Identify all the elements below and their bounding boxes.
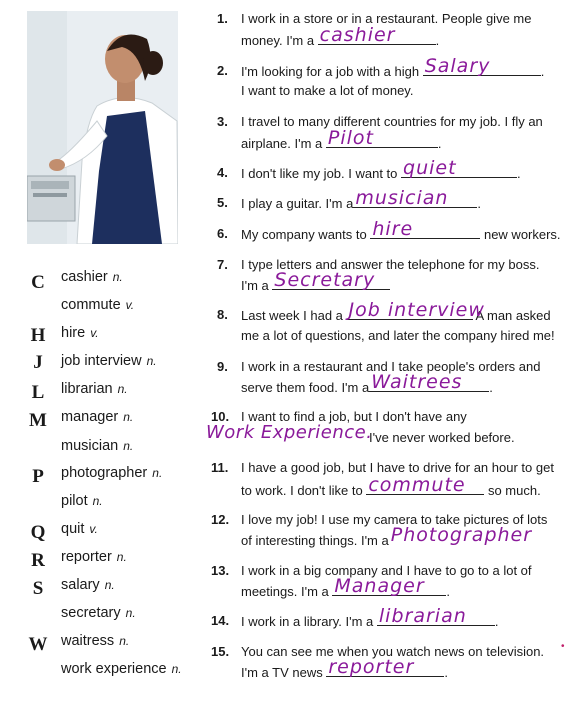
handwritten-answer: commute: [368, 474, 466, 496]
handwritten-answer: Manager: [334, 575, 425, 597]
handwritten-answer: librarian: [378, 605, 467, 627]
glossary-word: manager n.: [61, 409, 134, 425]
glossary-word: librarian n.: [61, 381, 128, 397]
answer-blank[interactable]: [347, 299, 485, 321]
handwritten-answer: Pilot: [327, 127, 374, 149]
ink-dot: •: [561, 641, 565, 652]
answer-blank[interactable]: [366, 474, 484, 496]
index-letter: R: [31, 550, 45, 571]
answer-blank[interactable]: [401, 157, 517, 179]
glossary-word: cashier n.: [61, 269, 123, 285]
handwritten-answer: quiet: [403, 157, 457, 179]
handwritten-answer: Work Experience.: [206, 422, 373, 443]
glossary-word: hire v.: [61, 325, 99, 341]
glossary-word: pilot n.: [61, 493, 103, 509]
index-letter: W: [28, 634, 48, 655]
handwritten-answer: reporter: [328, 656, 415, 678]
answer-blank[interactable]: [318, 24, 436, 46]
answer-blank[interactable]: [377, 605, 495, 627]
glossary-word: commute v.: [61, 297, 135, 313]
index-letter: L: [31, 382, 45, 403]
answer-blank[interactable]: [353, 187, 477, 209]
handwritten-answer: Job interview: [348, 299, 485, 321]
answer-blank[interactable]: [369, 371, 489, 393]
glossary-word: secretary n.: [61, 605, 136, 621]
glossary-word: job interview n.: [61, 353, 157, 369]
answer-blank[interactable]: [370, 218, 480, 240]
index-letter: J: [33, 352, 43, 373]
answer-blank[interactable]: [423, 55, 541, 77]
glossary-word: reporter n.: [61, 549, 127, 565]
answer-blank[interactable]: [326, 127, 438, 149]
answer-blank[interactable]: [326, 656, 444, 678]
glossary-word: photographer n.: [61, 465, 163, 481]
handwritten-answer: Photographer: [390, 524, 533, 546]
index-letter: Q: [30, 522, 46, 543]
handwritten-answer: hire: [372, 218, 414, 240]
woman-photo: [27, 11, 178, 244]
index-letter: C: [31, 272, 45, 293]
index-letter: M: [29, 410, 47, 431]
glossary-word: musician n.: [61, 438, 134, 454]
index-letter: P: [32, 466, 44, 487]
index-letter: H: [30, 325, 46, 346]
handwritten-answer: musician: [355, 187, 449, 209]
handwritten-answer: cashier: [319, 24, 396, 46]
glossary-word: work experience n.: [61, 661, 182, 677]
answer-blank[interactable]: [332, 575, 446, 597]
glossary-word: waitress n.: [61, 633, 130, 649]
glossary-word: salary n.: [61, 577, 115, 593]
answer-blank[interactable]: [272, 269, 390, 291]
answer-blank[interactable]: [389, 524, 533, 546]
handwritten-answer: Salary: [424, 55, 491, 77]
glossary-word: quit v.: [61, 521, 98, 537]
handwritten-answer: Secretary: [274, 269, 376, 291]
index-letter: S: [32, 578, 44, 599]
handwritten-answer: Waitrees: [371, 371, 463, 393]
